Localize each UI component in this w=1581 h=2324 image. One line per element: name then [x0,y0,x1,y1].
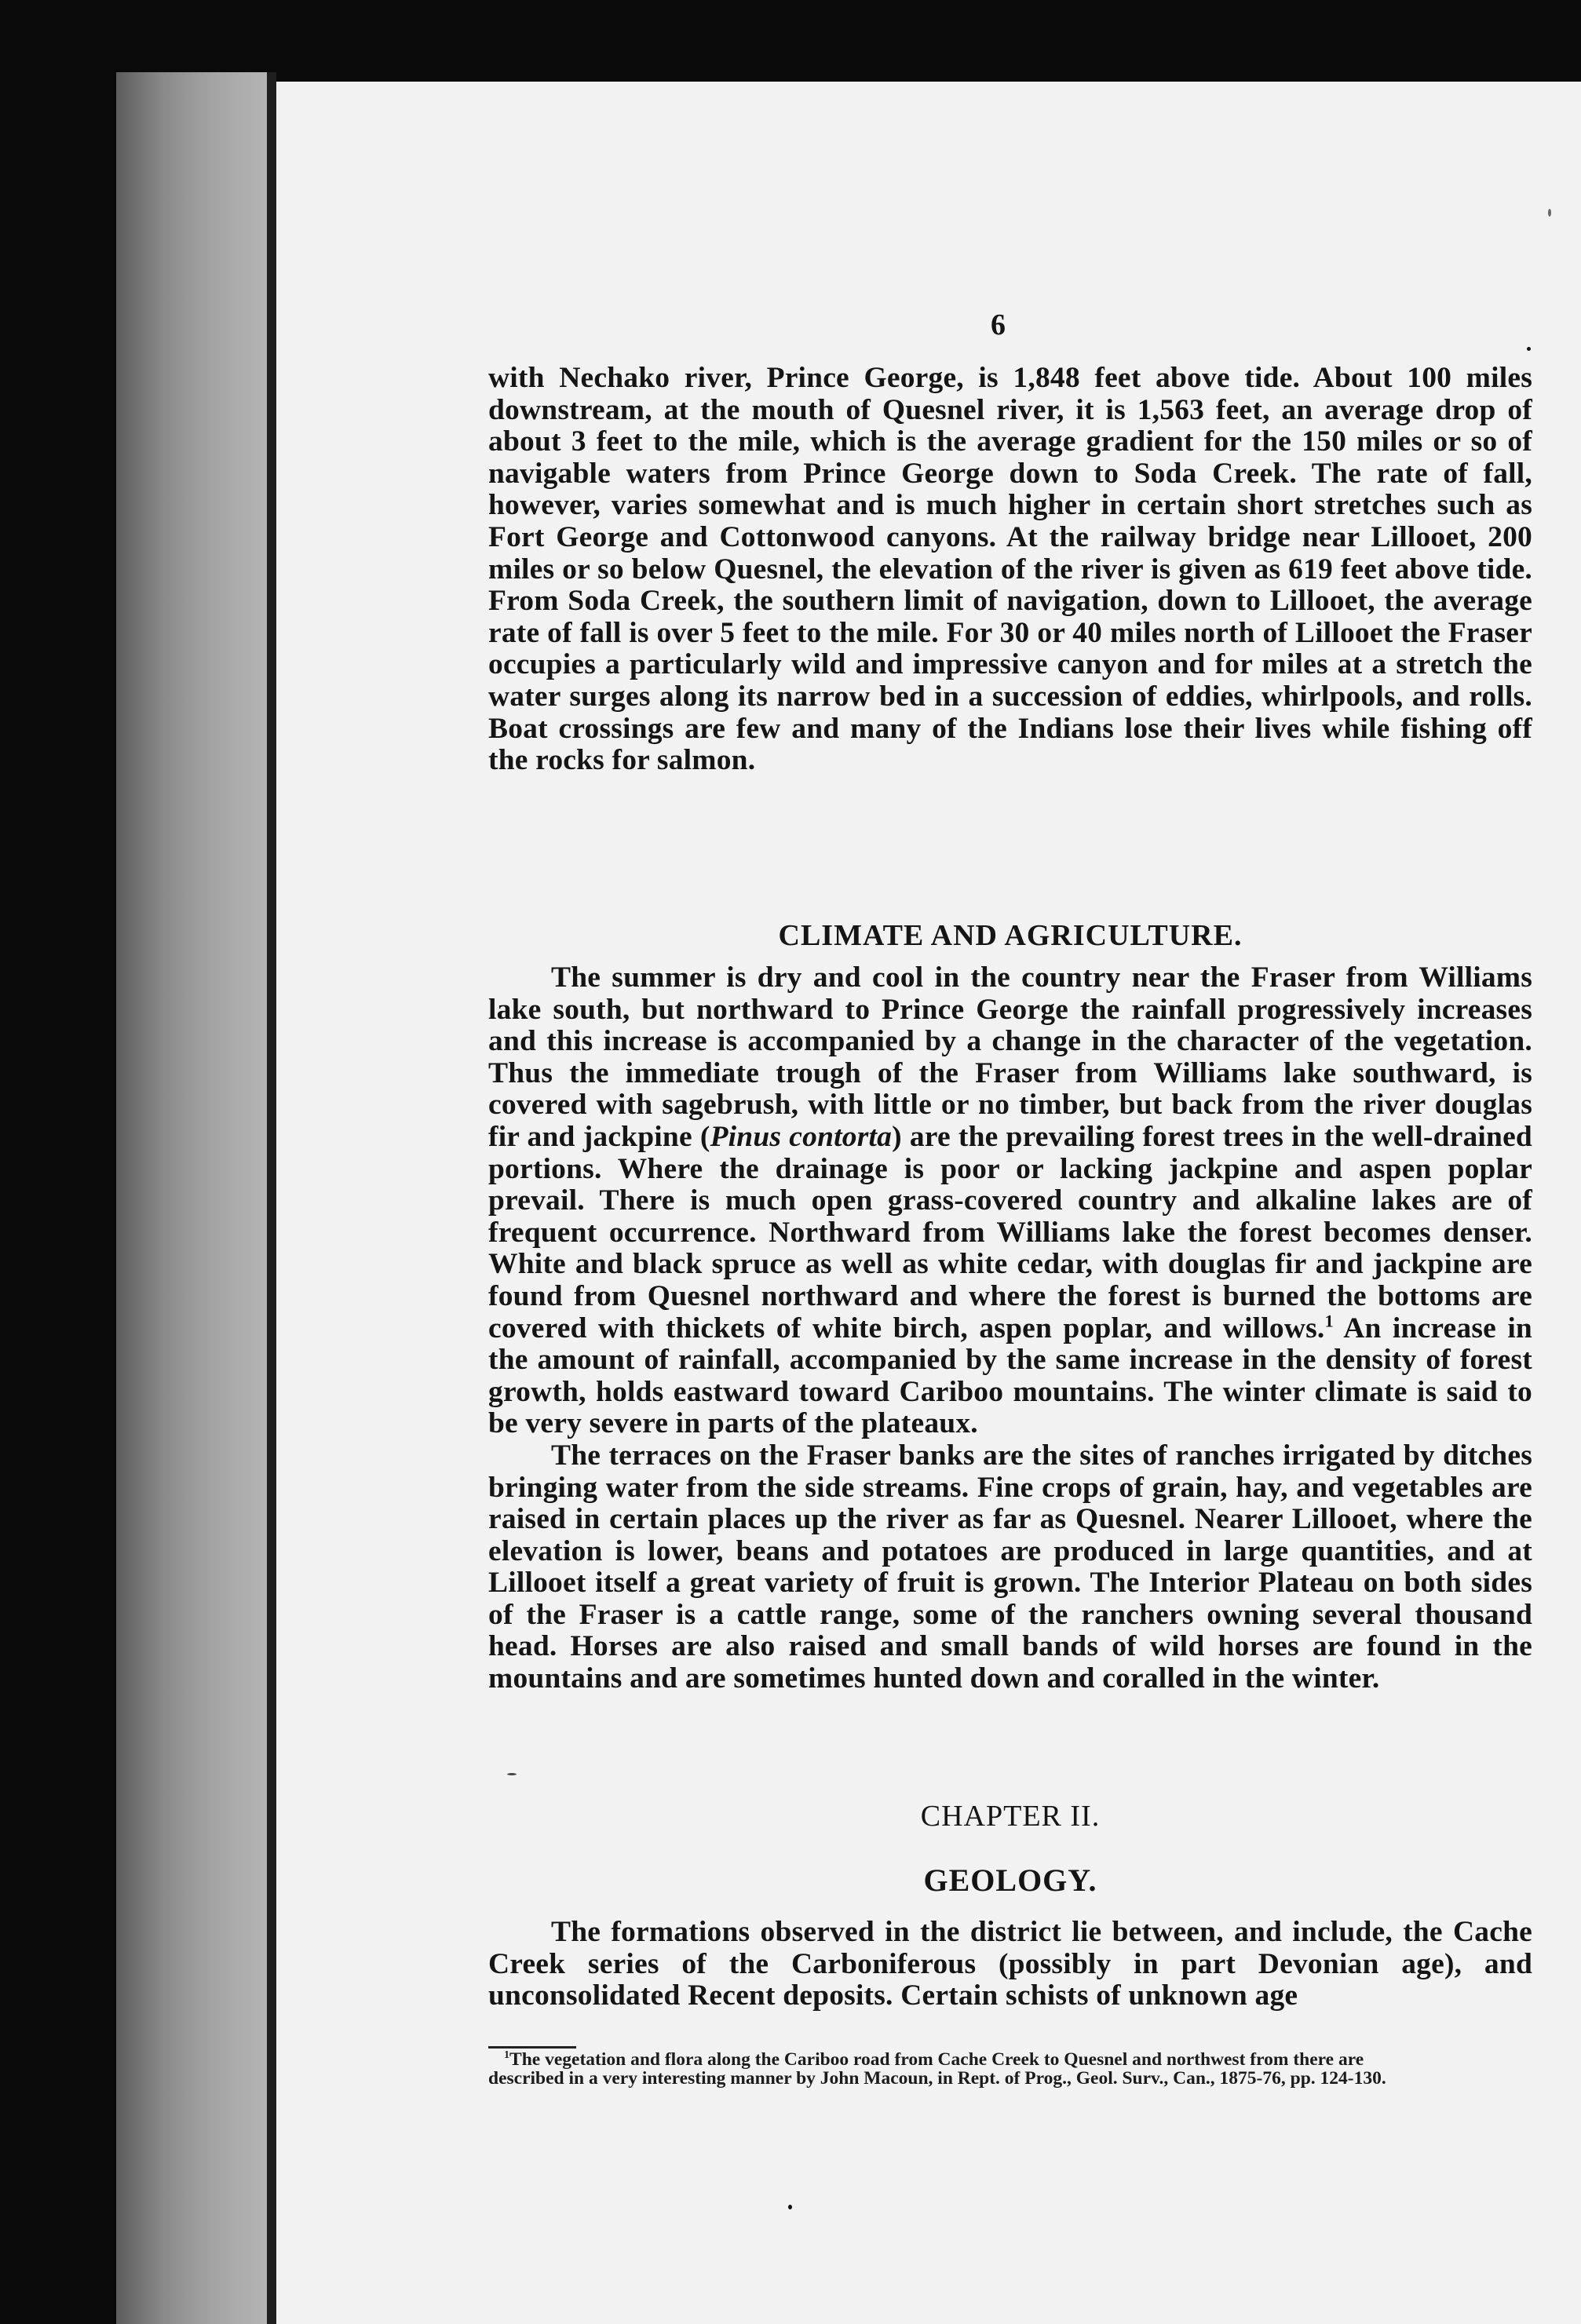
footnote-text-1: The vegetation and flora along the Cariboo road from Cache Creek to Quesnel and northwest from there are [509,2049,1364,2070]
climate-paragraph-2: The terraces on the Fraser banks are the sites of ranches irrigated by ditches bringing water from the side streams. Fine crops of grain, hay, and vegetables are raised in certain places up the river as far as Quesnel. Nearer Lillooet, where the elevation is lower, beans and potatoes are produced in large quantities, and at Lillooet itself a great variety of fruit is grown. The Interior Plateau on both sides of the Fraser is a cattle range, some of the ranchers owning several thousand head. Horses are also raised and small bands of wild horses are found in the mountains and are sometimes hunted down and coralled in the winter. [488,1439,1532,1695]
chapter-subtitle: GEOLOGY. [923,1862,1097,1898]
section-heading-climate: CLIMATE AND AGRICULTURE. [778,919,1243,952]
chapter-subtitle-block [488,1862,1532,1899]
footnote [488,2050,1532,2088]
intro-paragraph: with Nechako river, Prince George, is 1,848 feet above tide. About 100 miles downstream, at the mouth of Quesnel river, it is 1,563 feet, an average drop of about 3 feet to the mile, which is the average gradient for the 150 miles or so of navigable waters from Prince George down to Soda Creek. The rate of fall, however, varies somewhat and is much higher in certain short stretches such as Fort George and Cottonwood canyons. At the railway bridge near Lillooet, 200 miles or so below Quesnel, the elevation of the river is given as 619 feet above tide. From Soda Creek, the southern limit of navigation, down to Lillooet, the average rate of fall is over 5 feet to the mile. For 30 or 40 miles north of Lillooet the Fraser occupies a particularly wild and impressive canyon and for miles at a stretch the water surges along its narrow bed in a succession of eddies, whirlpools, and rolls. Boat crossings are few and many of the Indians lose their lives while fishing off the rocks for salmon. [488,362,1532,777]
climate-section [488,918,1532,953]
climate-text-b: ) are the prevailing forest trees in the well-drained portions. Where the drainage is poor or lacking jackpine and aspen poplar prevail. There is much open grass-covered country and alkaline lakes are of frequent occurrence. Northward from Williams lake the forest becomes denser. White and black spruce as well as white cedar, with douglas fir and jackpine are found from Quesnel northward and where the forest is burned the bottoms are covered with thickets of white birch, aspen poplar, and willows. [488,1120,1532,1344]
body-text [488,363,1532,777]
geology-text [488,1917,1532,2012]
scan-speck [788,2205,792,2209]
footnote-line-2: described in a very interesting manner by John Macoun, in Rept. of Prog., Geol. Surv., Can., 1875-76, pp. 124-130. [488,2068,1386,2089]
geology-paragraph: The formations observed in the district lie between, and include, the Cache Creek series of the Carboniferous (possibly in part Devonian age), and unconsolidated Recent deposits. Certain schists of unknown age [488,1916,1532,2012]
species-name: Pinus contorta [710,1120,893,1153]
footnote-number: 1 [504,2049,510,2062]
scan-gutter [116,72,273,2324]
scan-speck [1548,209,1551,217]
scan-speck [1527,347,1531,351]
footnote-rule [488,2046,576,2049]
document-page [276,82,1581,2324]
scan-speck [507,1773,517,1775]
climate-paragraph-1 [488,962,1532,1440]
climate-text-a: The summer is dry and cool in the country near the Fraser from Williams lake south, but northward to Prince George the rainfall progressively increases and this increase is accompanied by a change in the character of the vegetation. Thus the immediate trough of the Fraser from Williams lake southward, is covered with sagebrush, with little or no timber, but back from the river douglas fir and jackpine ( [488,961,1532,1153]
chapter-heading-block [488,1799,1532,1833]
climate-paragraphs [488,962,1532,1695]
climate-text-c: An increase in the amount of rainfall, accompanied by the same increase in the density of forest growth, holds eastward toward Cariboo mountains. The winter climate is said to be very severe in parts of the plateaux. [488,1312,1532,1440]
chapter-title: CHAPTER II. [920,1800,1101,1833]
page-edge [267,72,276,2324]
footnote-marker: 1 [1324,1311,1334,1331]
footnote-line-1 [488,2050,1532,2069]
page-number: 6 [991,308,1006,341]
